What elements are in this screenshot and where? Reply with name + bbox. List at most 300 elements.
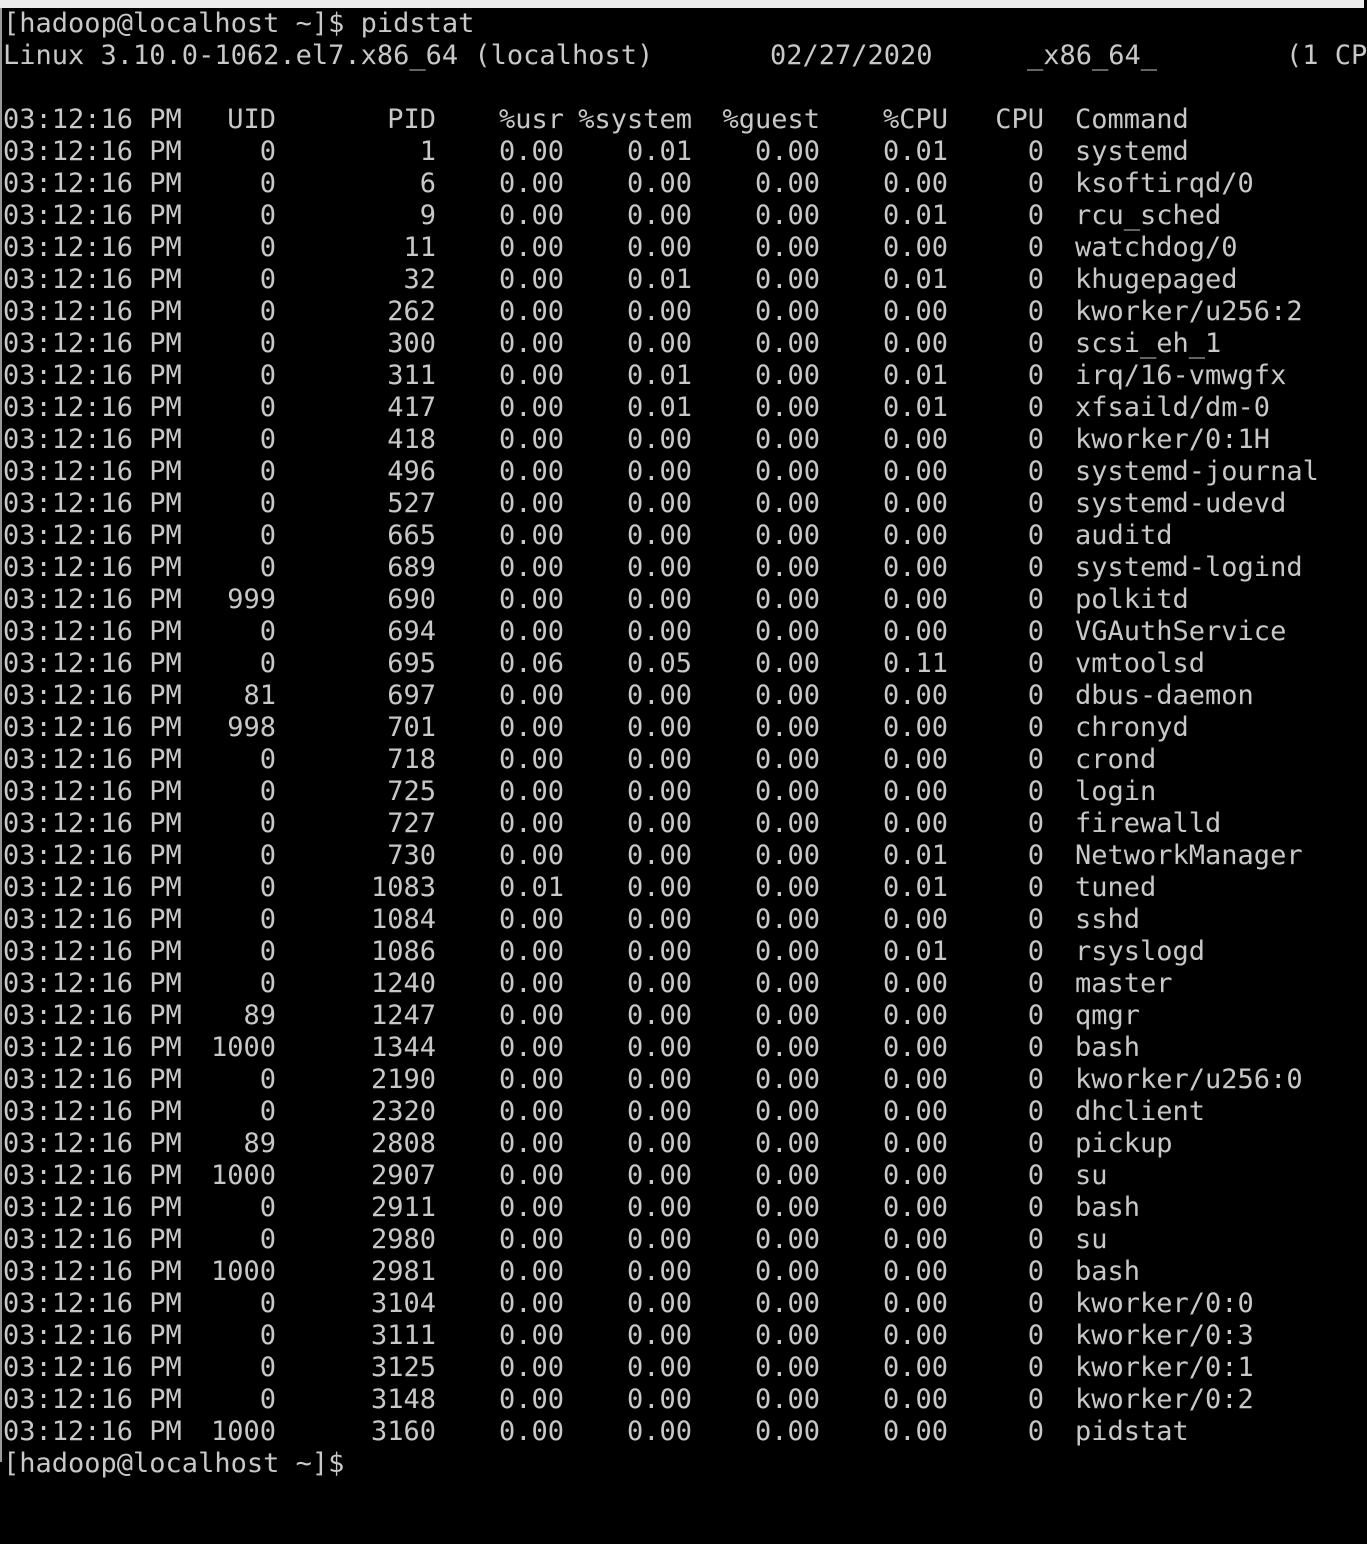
row-time: 03:12:16 PM xyxy=(3,584,182,615)
row-pid: 697 xyxy=(387,680,436,711)
row-time: 03:12:16 PM xyxy=(3,776,182,807)
row-command: qmgr xyxy=(1075,1000,1141,1031)
row-command: VGAuthService xyxy=(1075,616,1287,647)
row-time: 03:12:16 PM xyxy=(3,520,182,551)
row-command: login xyxy=(1075,776,1157,807)
row-system: 0.01 xyxy=(626,136,692,167)
row-cpu: 0 xyxy=(1027,1160,1044,1191)
row-system: 0.00 xyxy=(626,1032,692,1063)
row-system: 0.00 xyxy=(626,1352,692,1383)
row-cpu-pct: 0.00 xyxy=(882,232,948,263)
row-uid: 89 xyxy=(243,1128,276,1159)
row-cpu-pct: 0.00 xyxy=(882,808,948,839)
row-uid: 89 xyxy=(243,1000,276,1031)
row-guest: 0.00 xyxy=(754,744,820,775)
row-cpu: 0 xyxy=(1027,680,1044,711)
row-pid: 418 xyxy=(387,424,436,455)
row-uid: 0 xyxy=(259,264,276,295)
row-usr: 0.06 xyxy=(498,648,564,679)
row-system: 0.00 xyxy=(626,1288,692,1319)
row-uid: 0 xyxy=(259,1096,276,1127)
row-command: dbus-daemon xyxy=(1075,680,1254,711)
row-cpu-pct: 0.00 xyxy=(882,296,948,327)
row-system: 0.00 xyxy=(626,232,692,263)
row-cpu: 0 xyxy=(1027,840,1044,871)
terminal-screen[interactable] xyxy=(0,8,1367,1479)
row-pid: 689 xyxy=(387,552,436,583)
row-pid: 2907 xyxy=(370,1160,436,1191)
row-cpu: 0 xyxy=(1027,1032,1044,1063)
table-row xyxy=(0,904,1364,936)
row-command: scsi_eh_1 xyxy=(1075,328,1222,359)
row-uid: 0 xyxy=(259,1192,276,1223)
row-command: bash xyxy=(1075,1256,1141,1287)
row-cpu: 0 xyxy=(1027,936,1044,967)
row-command: bash xyxy=(1075,1032,1141,1063)
row-pid: 695 xyxy=(387,648,436,679)
row-pid: 300 xyxy=(387,328,436,359)
row-command: irq/16-vmwgfx xyxy=(1075,360,1287,391)
row-uid: 1000 xyxy=(210,1256,276,1287)
row-usr: 0.00 xyxy=(498,712,564,743)
row-cpu-pct: 0.00 xyxy=(882,488,948,519)
row-pid: 32 xyxy=(403,264,436,295)
row-time: 03:12:16 PM xyxy=(3,296,182,327)
row-uid: 0 xyxy=(259,136,276,167)
next-prompt-line xyxy=(0,1448,1364,1480)
row-pid: 2980 xyxy=(370,1224,436,1255)
row-system: 0.00 xyxy=(626,1416,692,1447)
row-usr: 0.00 xyxy=(498,840,564,871)
row-time: 03:12:16 PM xyxy=(3,1032,182,1063)
row-system: 0.00 xyxy=(626,1064,692,1095)
row-system: 0.00 xyxy=(626,840,692,871)
row-usr: 0.00 xyxy=(498,200,564,231)
row-uid: 0 xyxy=(259,200,276,231)
row-time: 03:12:16 PM xyxy=(3,1320,182,1351)
row-system: 0.00 xyxy=(626,1128,692,1159)
row-system: 0.00 xyxy=(626,552,692,583)
row-time: 03:12:16 PM xyxy=(3,1096,182,1127)
row-system: 0.00 xyxy=(626,808,692,839)
row-usr: 0.00 xyxy=(498,744,564,775)
table-row xyxy=(0,1320,1364,1352)
row-uid: 0 xyxy=(259,1352,276,1383)
row-pid: 527 xyxy=(387,488,436,519)
row-guest: 0.00 xyxy=(754,1000,820,1031)
row-usr: 0.00 xyxy=(498,1320,564,1351)
row-uid: 0 xyxy=(259,744,276,775)
row-guest: 0.00 xyxy=(754,1192,820,1223)
row-pid: 2911 xyxy=(370,1192,436,1223)
row-guest: 0.00 xyxy=(754,296,820,327)
header-time: 03:12:16 PM xyxy=(3,104,182,135)
table-row xyxy=(0,1128,1364,1160)
row-uid: 0 xyxy=(259,392,276,423)
table-row xyxy=(0,488,1364,520)
row-cpu: 0 xyxy=(1027,1064,1044,1095)
row-time: 03:12:16 PM xyxy=(3,904,182,935)
table-row xyxy=(0,264,1364,296)
row-guest: 0.00 xyxy=(754,1160,820,1191)
row-cpu: 0 xyxy=(1027,1224,1044,1255)
row-usr: 0.00 xyxy=(498,616,564,647)
row-cpu-pct: 0.00 xyxy=(882,744,948,775)
row-usr: 0.00 xyxy=(498,136,564,167)
row-cpu: 0 xyxy=(1027,328,1044,359)
row-command: kworker/0:2 xyxy=(1075,1384,1254,1415)
row-pid: 11 xyxy=(403,232,436,263)
row-cpu: 0 xyxy=(1027,456,1044,487)
row-cpu-pct: 0.00 xyxy=(882,584,948,615)
row-guest: 0.00 xyxy=(754,360,820,391)
row-cpu-pct: 0.00 xyxy=(882,712,948,743)
row-time: 03:12:16 PM xyxy=(3,488,182,519)
row-command: khugepaged xyxy=(1075,264,1238,295)
row-cpu-pct: 0.00 xyxy=(882,968,948,999)
row-command: bash xyxy=(1075,1192,1141,1223)
table-row xyxy=(0,456,1364,488)
row-time: 03:12:16 PM xyxy=(3,360,182,391)
row-cpu: 0 xyxy=(1027,744,1044,775)
table-row xyxy=(0,1416,1364,1448)
row-system: 0.05 xyxy=(626,648,692,679)
row-cpu: 0 xyxy=(1027,904,1044,935)
row-uid: 1000 xyxy=(210,1160,276,1191)
row-cpu: 0 xyxy=(1027,552,1044,583)
row-cpu-pct: 0.00 xyxy=(882,1224,948,1255)
row-guest: 0.00 xyxy=(754,808,820,839)
row-uid: 0 xyxy=(259,488,276,519)
row-command: tuned xyxy=(1075,872,1157,903)
row-guest: 0.00 xyxy=(754,904,820,935)
row-uid: 0 xyxy=(259,872,276,903)
row-time: 03:12:16 PM xyxy=(3,936,182,967)
row-cpu-pct: 0.01 xyxy=(882,360,948,391)
row-guest: 0.00 xyxy=(754,1416,820,1447)
cpu-count: (1 CP xyxy=(1286,40,1367,71)
header-system: %system xyxy=(578,104,692,135)
row-time: 03:12:16 PM xyxy=(3,168,182,199)
row-uid: 999 xyxy=(227,584,276,615)
row-usr: 0.00 xyxy=(498,584,564,615)
row-uid: 0 xyxy=(259,296,276,327)
row-time: 03:12:16 PM xyxy=(3,744,182,775)
row-usr: 0.00 xyxy=(498,904,564,935)
row-uid: 0 xyxy=(259,520,276,551)
row-guest: 0.00 xyxy=(754,328,820,359)
row-cpu-pct: 0.00 xyxy=(882,1160,948,1191)
row-usr: 0.00 xyxy=(498,1064,564,1095)
row-command: systemd-logind xyxy=(1075,552,1303,583)
row-cpu-pct: 0.00 xyxy=(882,1384,948,1415)
row-command: kworker/u256:0 xyxy=(1075,1064,1303,1095)
prompt-text: [hadoop@localhost ~]$ pidstat xyxy=(3,8,475,39)
row-usr: 0.00 xyxy=(498,1128,564,1159)
row-cpu: 0 xyxy=(1027,1416,1044,1447)
row-usr: 0.00 xyxy=(498,1096,564,1127)
row-uid: 0 xyxy=(259,840,276,871)
table-row xyxy=(0,1064,1364,1096)
row-guest: 0.00 xyxy=(754,1256,820,1287)
row-time: 03:12:16 PM xyxy=(3,136,182,167)
row-cpu: 0 xyxy=(1027,392,1044,423)
row-command: kworker/0:1H xyxy=(1075,424,1271,455)
row-pid: 1247 xyxy=(370,1000,436,1031)
row-time: 03:12:16 PM xyxy=(3,1192,182,1223)
row-usr: 0.00 xyxy=(498,1384,564,1415)
row-guest: 0.00 xyxy=(754,584,820,615)
row-command: systemd xyxy=(1075,136,1189,167)
table-row xyxy=(0,616,1364,648)
row-cpu-pct: 0.00 xyxy=(882,552,948,583)
row-uid: 0 xyxy=(259,936,276,967)
row-usr: 0.00 xyxy=(498,360,564,391)
row-time: 03:12:16 PM xyxy=(3,392,182,423)
table-row xyxy=(0,552,1364,584)
row-cpu: 0 xyxy=(1027,136,1044,167)
row-cpu: 0 xyxy=(1027,1352,1044,1383)
row-cpu-pct: 0.00 xyxy=(882,1096,948,1127)
row-cpu-pct: 0.01 xyxy=(882,872,948,903)
row-usr: 0.00 xyxy=(498,296,564,327)
row-cpu: 0 xyxy=(1027,1000,1044,1031)
row-command: crond xyxy=(1075,744,1157,775)
row-uid: 0 xyxy=(259,904,276,935)
row-guest: 0.00 xyxy=(754,456,820,487)
row-system: 0.00 xyxy=(626,936,692,967)
row-usr: 0.00 xyxy=(498,168,564,199)
row-guest: 0.00 xyxy=(754,1320,820,1351)
row-cpu-pct: 0.00 xyxy=(882,1352,948,1383)
row-system: 0.00 xyxy=(626,968,692,999)
row-usr: 0.00 xyxy=(498,424,564,455)
row-time: 03:12:16 PM xyxy=(3,424,182,455)
row-cpu-pct: 0.00 xyxy=(882,1288,948,1319)
row-guest: 0.00 xyxy=(754,424,820,455)
table-row xyxy=(0,296,1364,328)
row-time: 03:12:16 PM xyxy=(3,1416,182,1447)
row-time: 03:12:16 PM xyxy=(3,616,182,647)
row-cpu: 0 xyxy=(1027,872,1044,903)
row-pid: 311 xyxy=(387,360,436,391)
row-command: kworker/0:0 xyxy=(1075,1288,1254,1319)
row-pid: 665 xyxy=(387,520,436,551)
row-usr: 0.00 xyxy=(498,1416,564,1447)
row-system: 0.00 xyxy=(626,456,692,487)
row-command: chronyd xyxy=(1075,712,1189,743)
row-guest: 0.00 xyxy=(754,1288,820,1319)
row-guest: 0.00 xyxy=(754,1352,820,1383)
row-uid: 0 xyxy=(259,648,276,679)
column-header-row xyxy=(0,104,1364,136)
row-cpu-pct: 0.00 xyxy=(882,456,948,487)
table-row xyxy=(0,200,1364,232)
row-time: 03:12:16 PM xyxy=(3,232,182,263)
row-usr: 0.00 xyxy=(498,328,564,359)
row-pid: 3148 xyxy=(370,1384,436,1415)
row-guest: 0.00 xyxy=(754,232,820,263)
row-cpu: 0 xyxy=(1027,648,1044,679)
row-system: 0.01 xyxy=(626,392,692,423)
row-usr: 0.00 xyxy=(498,1032,564,1063)
row-cpu: 0 xyxy=(1027,1128,1044,1159)
row-cpu: 0 xyxy=(1027,520,1044,551)
row-pid: 3125 xyxy=(370,1352,436,1383)
row-guest: 0.00 xyxy=(754,936,820,967)
row-command: sshd xyxy=(1075,904,1141,935)
report-date: 02/27/2020 xyxy=(770,40,933,71)
row-cpu-pct: 0.01 xyxy=(882,936,948,967)
row-system: 0.00 xyxy=(626,872,692,903)
table-row xyxy=(0,232,1364,264)
row-pid: 725 xyxy=(387,776,436,807)
kernel-info: Linux 3.10.0-1062.el7.x86_64 (localhost) xyxy=(3,40,654,71)
row-guest: 0.00 xyxy=(754,136,820,167)
row-time: 03:12:16 PM xyxy=(3,200,182,231)
row-cpu: 0 xyxy=(1027,488,1044,519)
row-usr: 0.00 xyxy=(498,1288,564,1319)
row-uid: 0 xyxy=(259,776,276,807)
table-row xyxy=(0,712,1364,744)
row-uid: 0 xyxy=(259,1288,276,1319)
table-row xyxy=(0,584,1364,616)
row-command: pidstat xyxy=(1075,1416,1189,1447)
architecture: _x86_64_ xyxy=(1027,40,1158,71)
row-time: 03:12:16 PM xyxy=(3,1384,182,1415)
row-usr: 0.00 xyxy=(498,520,564,551)
window-top-edge xyxy=(0,0,1364,8)
row-usr: 0.00 xyxy=(498,232,564,263)
table-row xyxy=(0,392,1364,424)
row-uid: 0 xyxy=(259,360,276,391)
row-cpu-pct: 0.01 xyxy=(882,264,948,295)
row-system: 0.00 xyxy=(626,776,692,807)
row-pid: 701 xyxy=(387,712,436,743)
row-pid: 730 xyxy=(387,840,436,871)
table-row xyxy=(0,872,1364,904)
row-pid: 1344 xyxy=(370,1032,436,1063)
row-usr: 0.00 xyxy=(498,776,564,807)
row-pid: 2320 xyxy=(370,1096,436,1127)
row-uid: 0 xyxy=(259,1064,276,1095)
row-cpu-pct: 0.00 xyxy=(882,1128,948,1159)
table-row xyxy=(0,136,1364,168)
row-cpu-pct: 0.00 xyxy=(882,1000,948,1031)
row-guest: 0.00 xyxy=(754,1224,820,1255)
row-time: 03:12:16 PM xyxy=(3,1224,182,1255)
row-guest: 0.00 xyxy=(754,968,820,999)
row-time: 03:12:16 PM xyxy=(3,712,182,743)
row-system: 0.00 xyxy=(626,712,692,743)
row-pid: 690 xyxy=(387,584,436,615)
row-time: 03:12:16 PM xyxy=(3,808,182,839)
row-command: kworker/0:3 xyxy=(1075,1320,1254,1351)
command-prompt-line xyxy=(0,8,1364,40)
row-cpu-pct: 0.00 xyxy=(882,776,948,807)
row-guest: 0.00 xyxy=(754,648,820,679)
row-cpu: 0 xyxy=(1027,1384,1044,1415)
table-row xyxy=(0,424,1364,456)
row-time: 03:12:16 PM xyxy=(3,1000,182,1031)
row-pid: 718 xyxy=(387,744,436,775)
row-uid: 0 xyxy=(259,968,276,999)
row-command: rcu_sched xyxy=(1075,200,1222,231)
row-pid: 694 xyxy=(387,616,436,647)
row-guest: 0.00 xyxy=(754,680,820,711)
row-usr: 0.00 xyxy=(498,488,564,519)
row-cpu-pct: 0.01 xyxy=(882,136,948,167)
row-cpu-pct: 0.01 xyxy=(882,200,948,231)
row-cpu-pct: 0.00 xyxy=(882,1064,948,1095)
row-pid: 2981 xyxy=(370,1256,436,1287)
row-usr: 0.00 xyxy=(498,1224,564,1255)
table-row xyxy=(0,1352,1364,1384)
table-row xyxy=(0,1032,1364,1064)
table-row xyxy=(0,520,1364,552)
row-uid: 0 xyxy=(259,328,276,359)
row-command: polkitd xyxy=(1075,584,1189,615)
row-guest: 0.00 xyxy=(754,1128,820,1159)
row-uid: 0 xyxy=(259,168,276,199)
table-row xyxy=(0,648,1364,680)
header-cpu: CPU xyxy=(995,104,1044,135)
row-system: 0.00 xyxy=(626,616,692,647)
row-time: 03:12:16 PM xyxy=(3,1256,182,1287)
row-time: 03:12:16 PM xyxy=(3,648,182,679)
row-time: 03:12:16 PM xyxy=(3,456,182,487)
row-usr: 0.00 xyxy=(498,808,564,839)
row-cpu-pct: 0.00 xyxy=(882,680,948,711)
row-cpu: 0 xyxy=(1027,1096,1044,1127)
row-time: 03:12:16 PM xyxy=(3,1160,182,1191)
row-guest: 0.00 xyxy=(754,616,820,647)
row-guest: 0.00 xyxy=(754,776,820,807)
row-cpu-pct: 0.00 xyxy=(882,424,948,455)
row-cpu: 0 xyxy=(1027,264,1044,295)
row-time: 03:12:16 PM xyxy=(3,840,182,871)
row-uid: 0 xyxy=(259,552,276,583)
table-row xyxy=(0,1256,1364,1288)
row-usr: 0.00 xyxy=(498,1352,564,1383)
row-uid: 0 xyxy=(259,232,276,263)
row-time: 03:12:16 PM xyxy=(3,1128,182,1159)
row-cpu: 0 xyxy=(1027,776,1044,807)
row-command: vmtoolsd xyxy=(1075,648,1206,679)
table-row xyxy=(0,808,1364,840)
row-guest: 0.00 xyxy=(754,1032,820,1063)
row-guest: 0.00 xyxy=(754,392,820,423)
row-command: kworker/0:1 xyxy=(1075,1352,1254,1383)
row-uid: 81 xyxy=(243,680,276,711)
table-row xyxy=(0,328,1364,360)
row-system: 0.00 xyxy=(626,424,692,455)
row-guest: 0.00 xyxy=(754,200,820,231)
row-guest: 0.00 xyxy=(754,264,820,295)
row-system: 0.00 xyxy=(626,680,692,711)
row-cpu-pct: 0.11 xyxy=(882,648,948,679)
row-cpu: 0 xyxy=(1027,1320,1044,1351)
row-guest: 0.00 xyxy=(754,1384,820,1415)
table-row xyxy=(0,1384,1364,1416)
row-uid: 0 xyxy=(259,808,276,839)
next-prompt-text: [hadoop@localhost ~]$ xyxy=(3,1448,345,1479)
table-row xyxy=(0,1096,1364,1128)
row-cpu-pct: 0.00 xyxy=(882,616,948,647)
row-command: auditd xyxy=(1075,520,1173,551)
row-pid: 262 xyxy=(387,296,436,327)
row-guest: 0.00 xyxy=(754,552,820,583)
